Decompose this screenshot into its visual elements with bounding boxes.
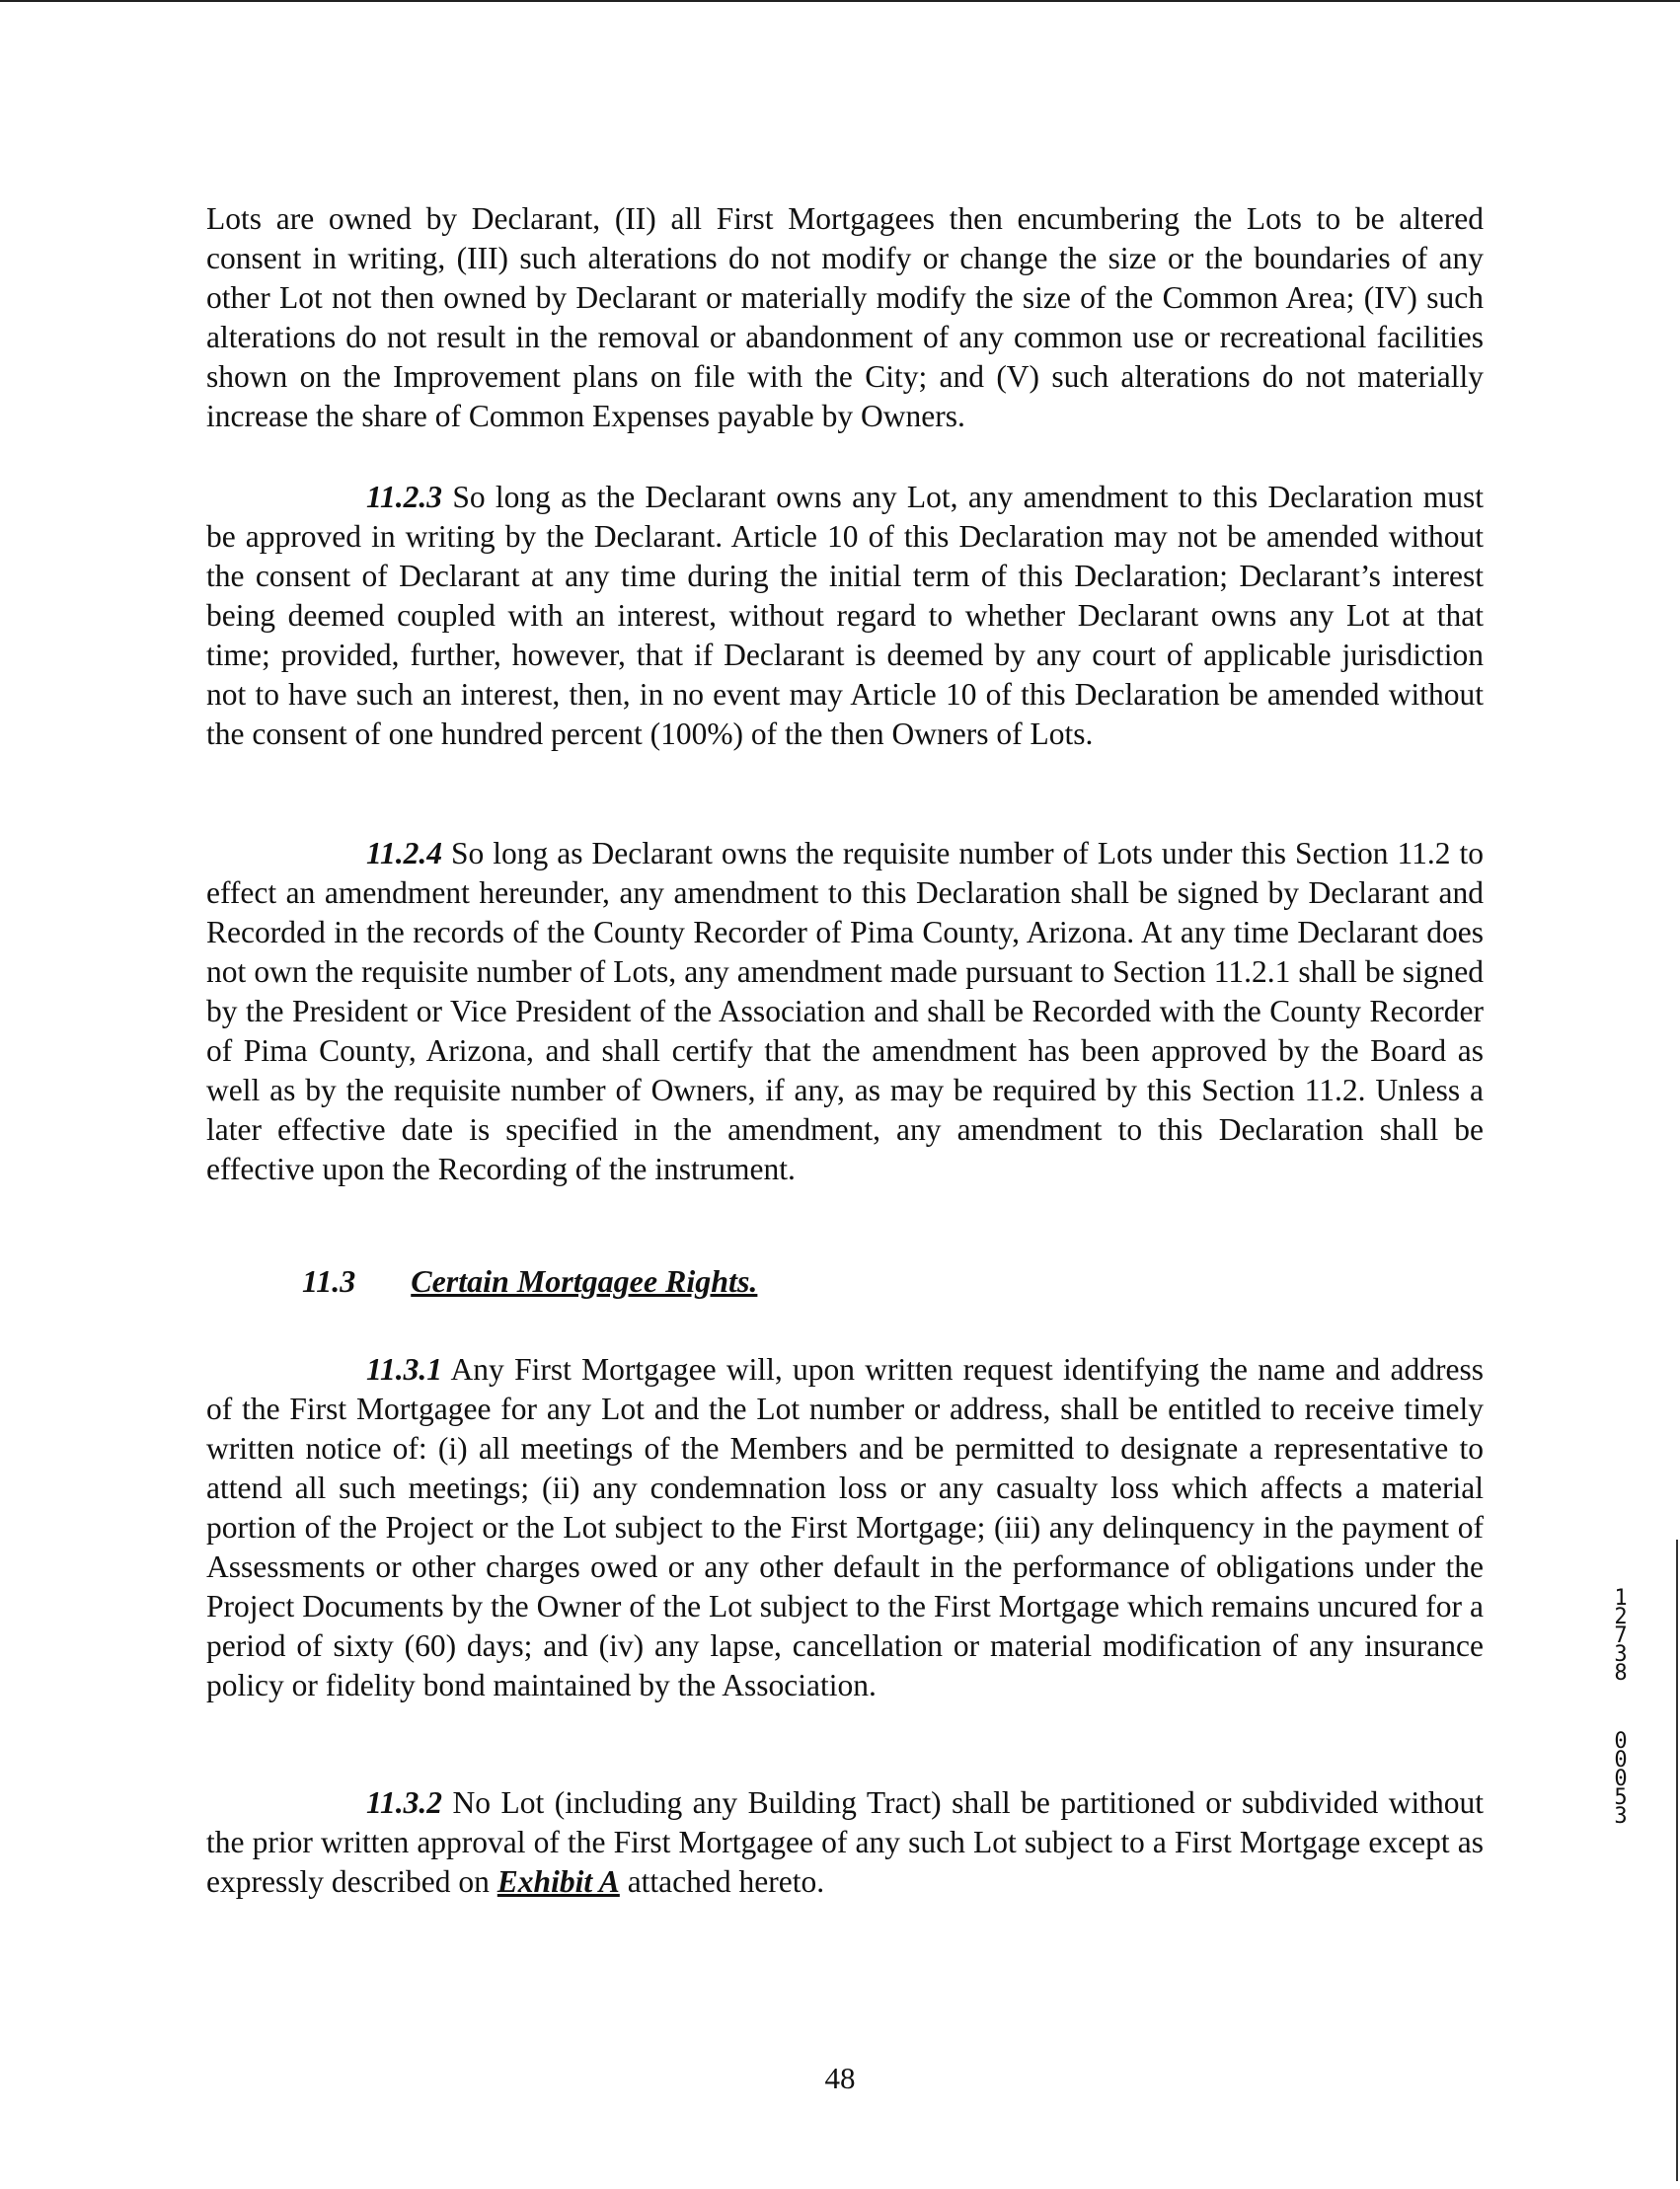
recording-stamp-page	[1609, 1729, 1633, 1829]
stamp-digit: 0	[1614, 1748, 1628, 1773]
top-border	[0, 0, 1680, 2]
stamp-digit: 5	[1614, 1785, 1628, 1810]
section-number: 11.2.3	[366, 480, 443, 514]
section-text: So long as the Declarant owns any Lot, any amendment to this Declaration must be approved in writing by the Declarant. Article 10 of this Declaration may not be amended without the consent of Declarant at any time during the initial term of this Declaration; Declarant’s interest being deemed coupled with an interest, without regard to whether Declarant owns any Lot at that time; provided, further, however, that if Declarant is deemed by any court of applicable jurisdiction not to have such an interest, then, in no event may Article 10 of this Declaration be amended without the consent of one hundred percent (100%) of the then Owners of Lots.	[206, 480, 1484, 751]
section-text: Any First Mortgagee will, upon written request identifying the name and address of the First Mortgagee for any Lot and the Lot number or address, shall be entitled to receive timely written notice of: (i) all meetings of the Members and be permitted to designate a representative to attend all such meetings; (ii) any condemnation loss or any casualty loss which affects a material portion of the Project or the Lot subject to the First Mortgage; (iii) any delinquency in the payment of Assessments or other charges owed or any other default in the performance of obligations under the Project Documents by the Owner of the Lot subject to the First Mortgage which remains uncured for a period of sixty (60) days; and (iv) any lapse, cancellation or material modification of any insurance policy or fidelity bond maintained by the Association.	[206, 1352, 1484, 1702]
stamp-digit: 2	[1614, 1605, 1628, 1629]
stamp-digit: 0	[1614, 1729, 1628, 1754]
exhibit-reference: Exhibit A	[496, 1864, 620, 1899]
section-text-end: attached hereto.	[619, 1864, 825, 1899]
heading-number: 11.3	[302, 1263, 356, 1299]
section-number: 11.3.1	[366, 1352, 443, 1387]
stamp-digit: 1	[1614, 1586, 1628, 1611]
paragraph-continuation: Lots are owned by Declarant, (II) all First Mortgagees then encumbering the Lots to be altered consent in writing, (III) such alterations do not modify or change the size or the boundaries of any other Lot not then owned by Declarant or materially modify the size of the Common Area; (IV) such alterations do not result in the removal or abandonment of any common use or recreational facilities shown on the Improvement plans on file with the City; and (V) such alterations do not materially increase the share of Common Expenses payable by Owners.	[206, 201, 1484, 433]
stamp-digit: 3	[1614, 1642, 1628, 1667]
heading-title: Certain Mortgagee Rights.	[411, 1263, 758, 1299]
section-heading-11-3	[302, 1263, 757, 1300]
section-number: 11.2.4	[366, 836, 443, 870]
stamp-digit: 3	[1614, 1804, 1628, 1829]
recording-stamp-book	[1609, 1586, 1633, 1686]
section-11-2-3	[206, 478, 1484, 754]
stamp-digit: 7	[1614, 1623, 1628, 1648]
page-number: 48	[824, 2061, 856, 2095]
section-11-3-1	[206, 1350, 1484, 1705]
section-11-3-2	[206, 1783, 1484, 1902]
stamp-digit: 0	[1614, 1767, 1628, 1791]
stamp-digit: 8	[1614, 1661, 1628, 1686]
section-number: 11.3.2	[366, 1785, 443, 1820]
section-11-2-4	[206, 834, 1484, 1189]
section-text: So long as Declarant owns the requisite number of Lots under this Section 11.2 to effect an amendment hereunder, any amendment to this Declaration shall be signed by Declarant and Recorded in the records of the County Recorder of Pima County, Arizona. At any time Declarant does not own the requisite number of Lots, any amendment made pursuant to Section 11.2.1 shall be signed by the President or Vice President of the Association and shall be Recorded with the County Recorder of Pima County, Arizona, and shall certify that the amendment has been approved by the Board as well as by the requisite number of Owners, if any, as may be required by this Section 11.2. Unless a later effective date is specified in the amendment, any amendment to this Declaration shall be effective upon the Recording of the instrument.	[206, 836, 1484, 1186]
section-text: No Lot (including any Building Tract) shall be partitioned or subdivided without the prior written approval of the First Mortgagee of any such Lot subject to a First Mortgage except as expressly described on	[206, 1785, 1484, 1899]
